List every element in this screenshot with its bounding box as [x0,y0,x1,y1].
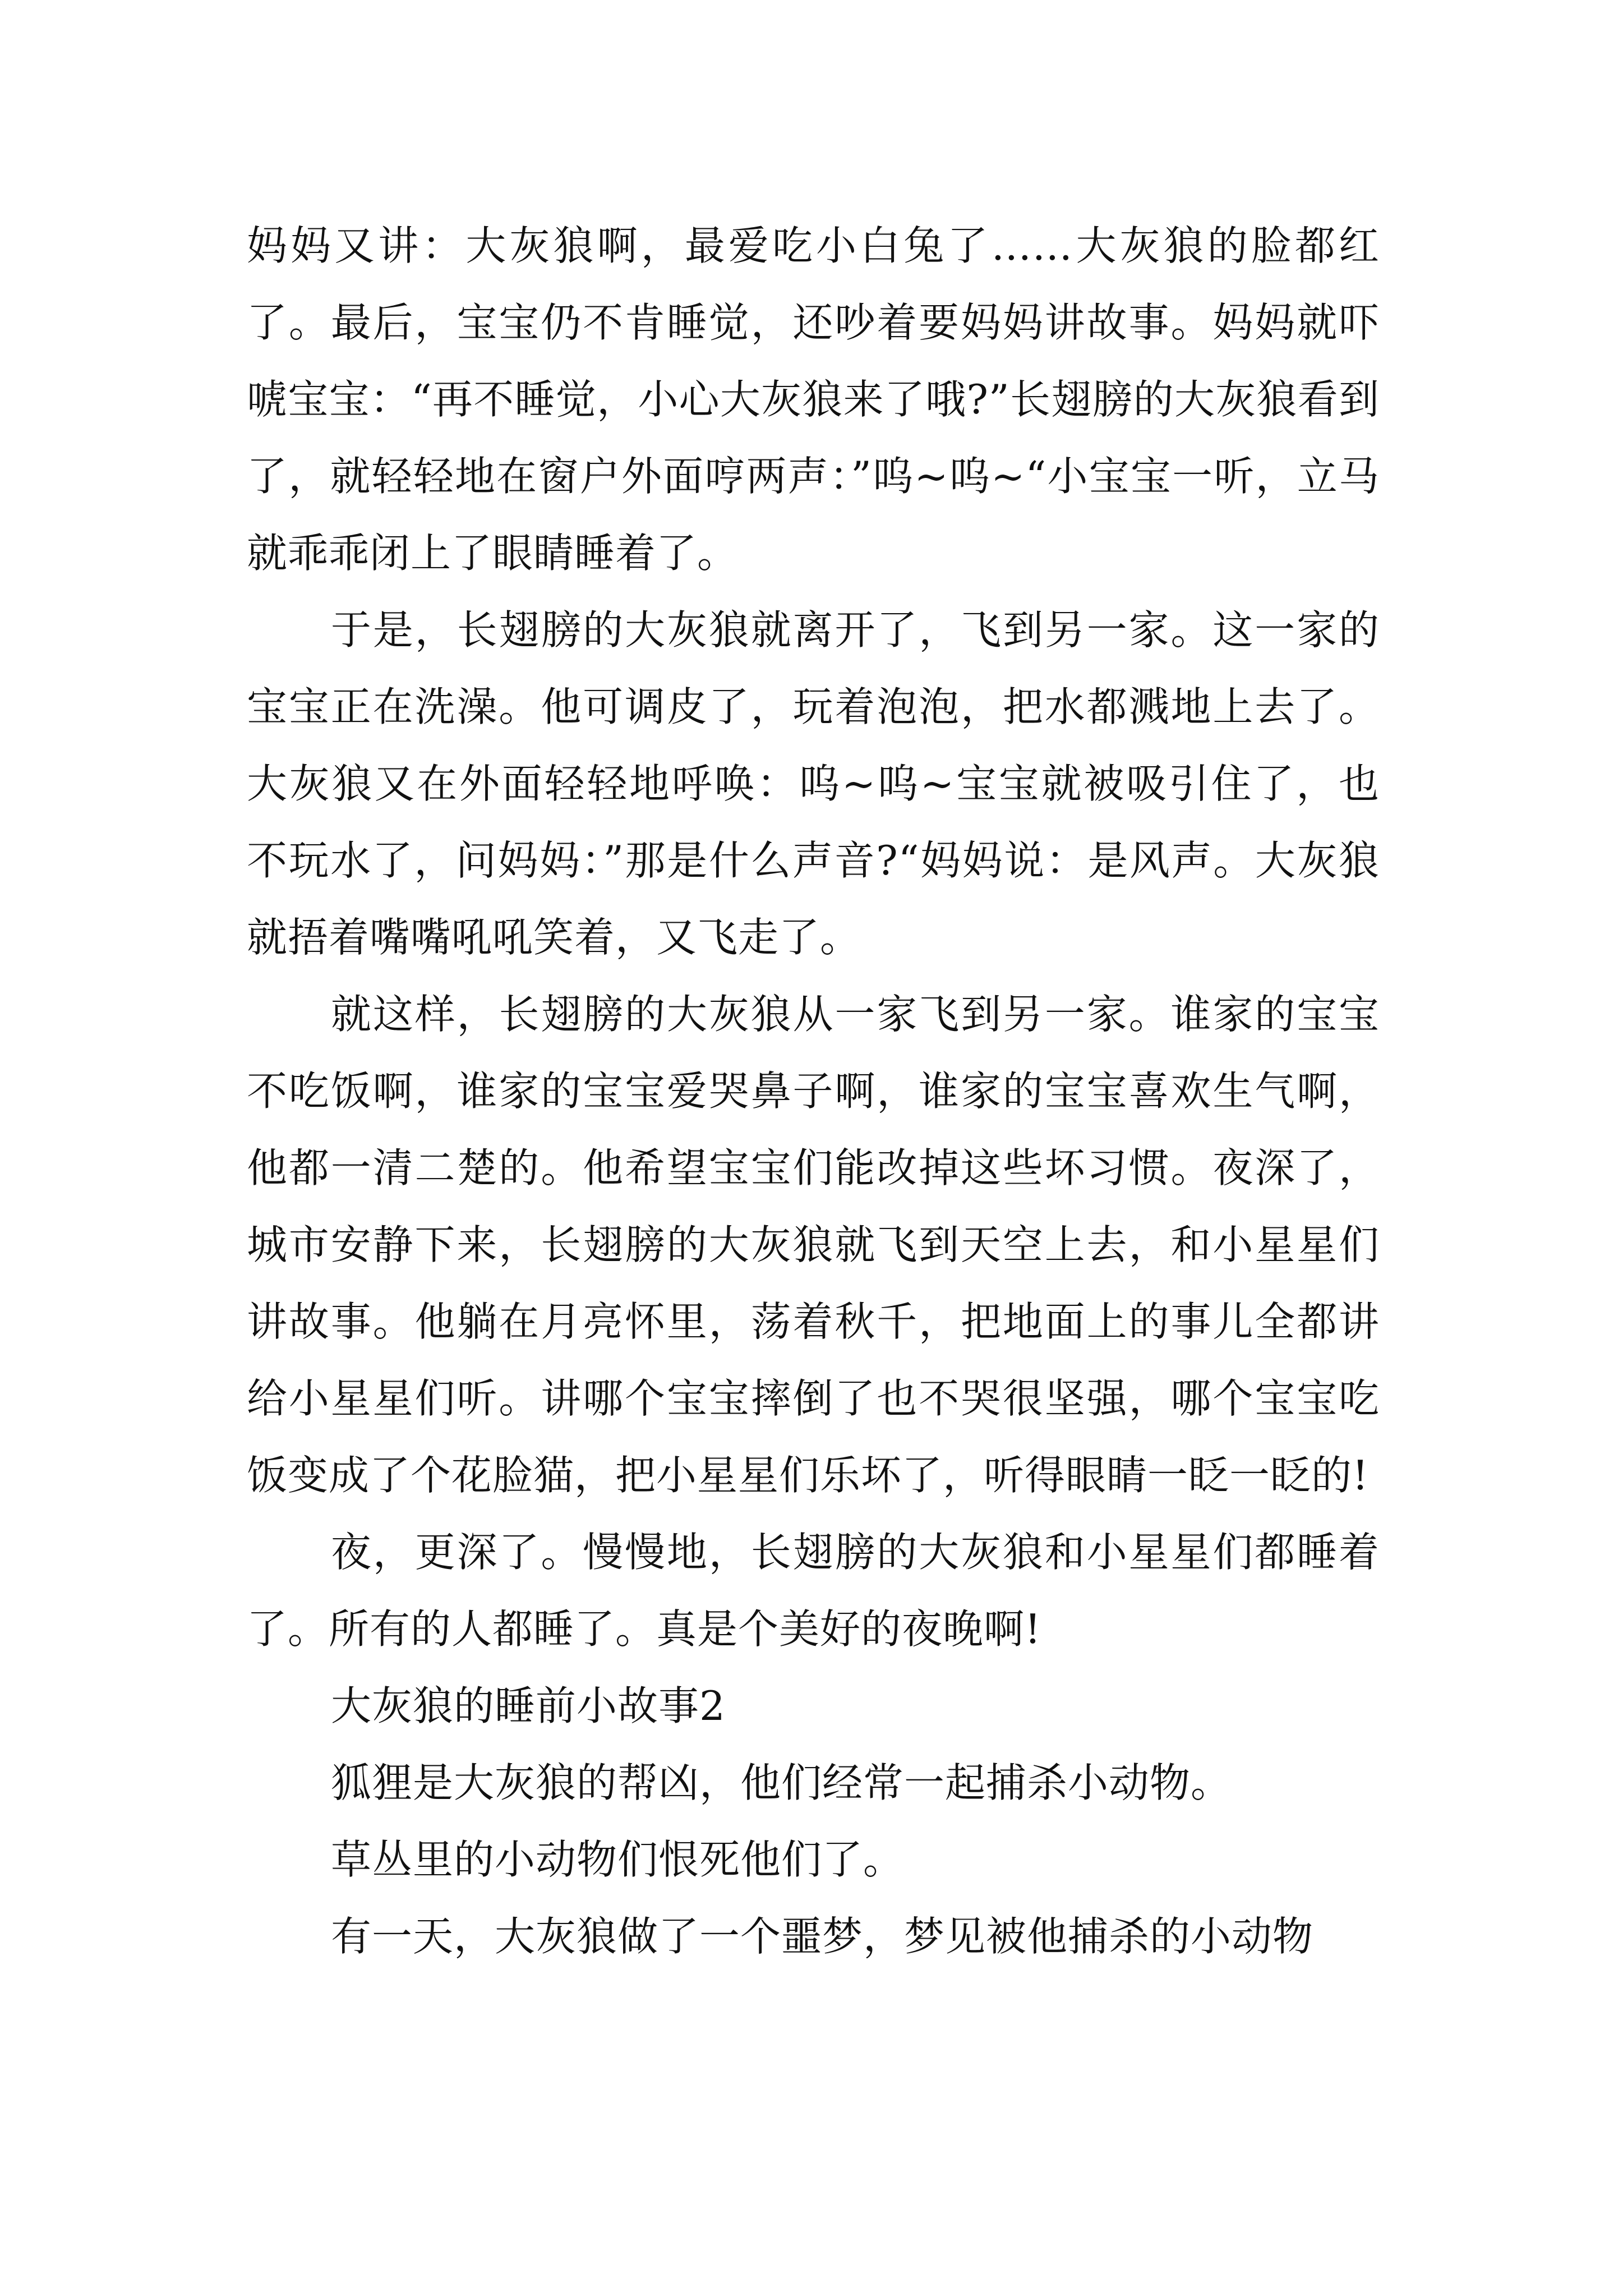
document-body [247,208,1380,1975]
paragraph: 夜，更深了。慢慢地，长翅膀的大灰狼和小星星们都睡着了。所有的人都睡了。真是个美好的夜晚啊! [247,1529,1380,1653]
story-heading: 大灰狼的睡前小故事2 [331,1682,726,1729]
paragraph: 就这样，长翅膀的大灰狼从一家飞到另一家。谁家的宝宝不吃饭啊，谁家的宝宝爱哭鼻子啊，谁家的宝宝喜欢生气啊，他都一清二楚的。他希望宝宝们能改掉这些坏习惯。夜深了，城市安静下来，长翅膀的大灰狼就飞到天空上去，和小星星们讲故事。他躺在月亮怀里，荡着秋千，把地面上的事儿全都讲给小星星们听。讲哪个宝宝摔倒了也不哭很坚强，哪个宝宝吃饭变成了个花脸猫，把小星星们乐坏了，听得眼睛一眨一眨的! [247,991,1380,1499]
paragraph: 于是，长翅膀的大灰狼就离开了，飞到另一家。这一家的宝宝正在洗澡。他可调皮了，玩着泡泡，把水都溅地上去了。大灰狼又在外面轻轻地呼唤：呜~呜~宝宝就被吸引住了，也不玩水了，问妈妈：”那是什么声音?“妈妈说：是风声。大灰狼就捂着嘴嘴吼吼笑着，又飞走了。 [247,606,1380,961]
paragraph-continued: 妈妈又讲：大灰狼啊，最爱吃小白兔了……大灰狼的脸都红了。最后，宝宝仍不肯睡觉，还吵着要妈妈讲故事。妈妈就吓唬宝宝：“再不睡觉，小心大灰狼来了哦?”长翅膀的大灰狼看到了，就轻轻地在窗户外面哼两声：”呜~呜~“小宝宝一听，立马就乖乖闭上了眼睛睡着了。 [247,222,1380,577]
paragraph: 狐狸是大灰狼的帮凶，他们经常一起捕杀小动物。 [331,1759,1232,1806]
paragraph: 草丛里的小动物们恨死他们了。 [331,1836,905,1883]
paragraph: 有一天，大灰狼做了一个噩梦，梦见被他捕杀的小动物 [331,1913,1314,1960]
